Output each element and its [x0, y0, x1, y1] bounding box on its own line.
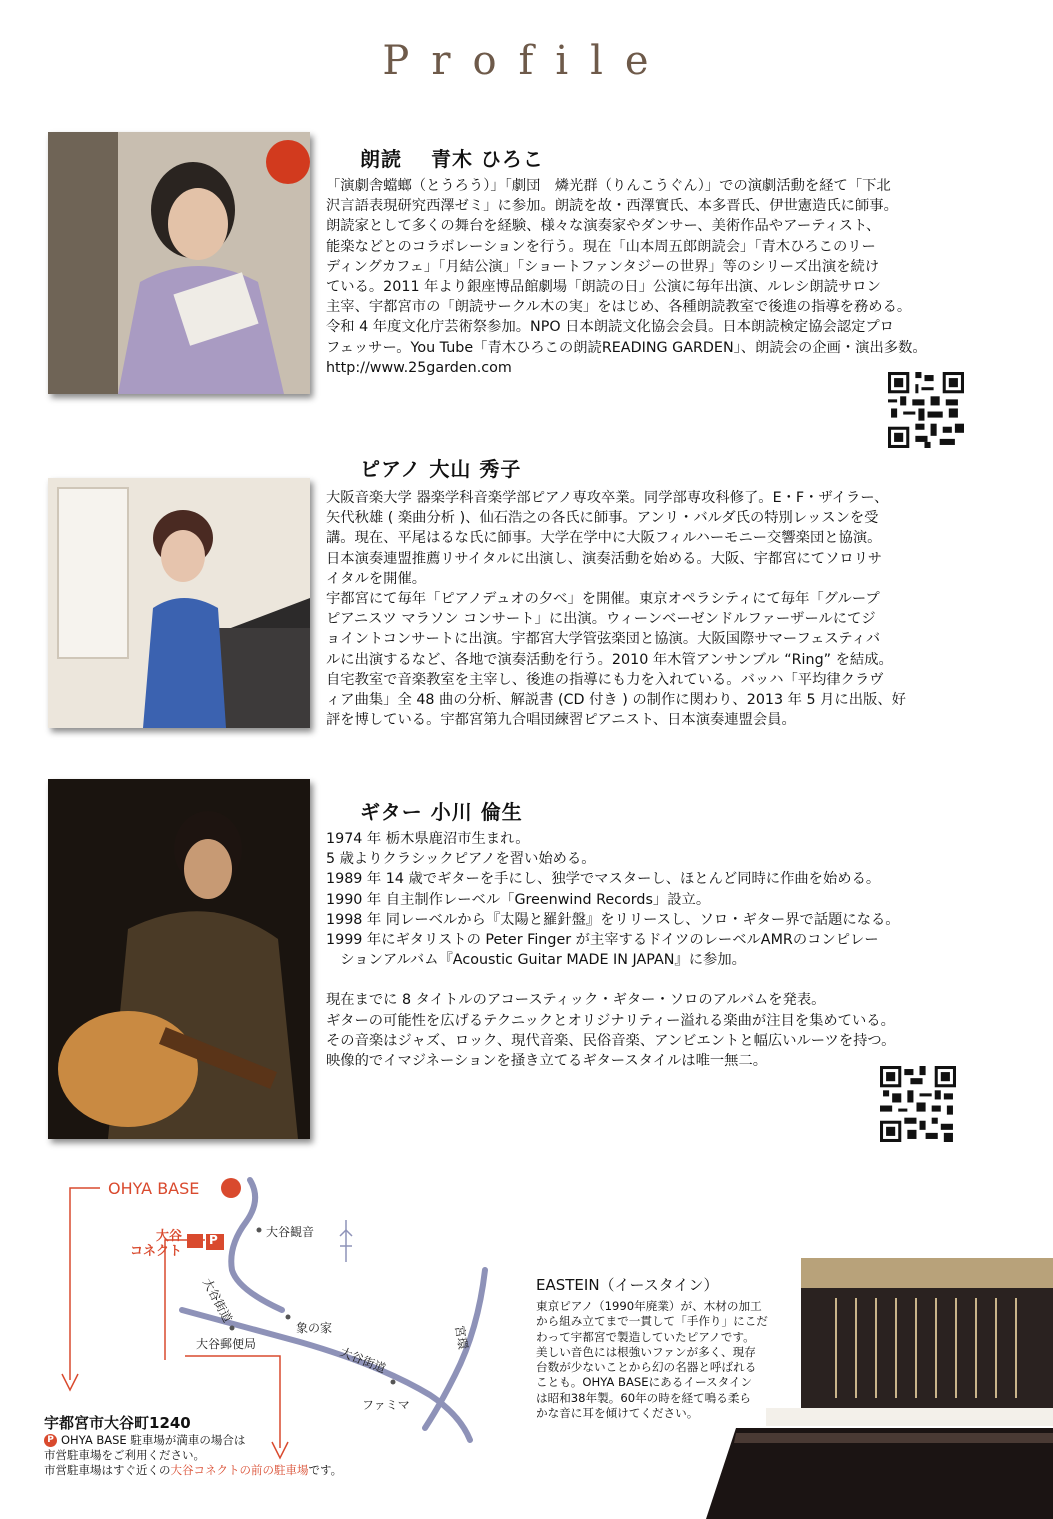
profile-line: 講。現在、平尾はるな氏に師事。大学在学中に大阪フィルハーモニー交響楽団と協演。: [326, 530, 882, 547]
map-label-zou-no-ie: 象の家: [296, 1321, 333, 1335]
qr-code-ogawa[interactable]: [880, 1066, 956, 1142]
profile-line: 1974 年 栃木県鹿沼市生まれ。: [326, 831, 530, 847]
parking-note-line: 市営駐車場はすぐ近くの: [44, 1463, 171, 1477]
profile-line: 1998 年 同レーベルから『太陽と羅針盤』をリリースし、ソロ・ギター界で話題になる。: [326, 911, 900, 928]
parking-note-line: です。: [308, 1463, 343, 1477]
eastein-line: 台数が少ないことから幻の名器と呼ばれる: [536, 1360, 757, 1375]
page-title: Profile: [382, 38, 671, 84]
profile-line: 1990 年 自主制作レーベル「Greenwind Records」設立。: [326, 891, 711, 908]
profile-line: 能楽などとのコラボレーションを行う。現在「山本周五郎朗読会」「青木ひろこのリー: [326, 238, 876, 255]
map-label-famima: ファミマ: [362, 1398, 410, 1412]
eastein-line: から組み立てまで一貫して「手作り」にこだ: [536, 1314, 768, 1329]
profile-line: 矢代秋雄 ( 楽曲分析 )、仙石浩之の各氏に師事。アンリ・バルダ氏の特別レッスンを受: [326, 510, 879, 527]
map-label-oya-connect: 大谷 コネクト: [130, 1229, 183, 1259]
eastein-title: EASTEIN（イースタイン）: [536, 1276, 719, 1294]
profile-line: ギターの可能性を広げるテクニックとオリジナリティー溢れる楽曲が注目を集めている。: [326, 1012, 895, 1029]
photo-aoki-hiroko: [48, 132, 310, 394]
profile-line: 日本演奏連盟推薦リサイタルに出演し、演奏活動を始める。大阪、宇都宮にてソロリサ: [326, 550, 883, 567]
profile-line: 映像的でイマジネーションを掻き立てるギタースタイルは唯一無二。: [326, 1053, 768, 1070]
profile-name-ogawa: ギター 小川 倫生: [360, 800, 523, 824]
photo-ogawa-michio: [48, 779, 310, 1139]
map-label-post-office: 大谷郵便局: [196, 1337, 257, 1351]
profile-line: 5 歳よりクラシックピアノを習い始める。: [326, 851, 596, 868]
profile-line: 朗読家として多くの舞台を経験、様々な演奏家やダンサー、美術作品やアーティスト、: [326, 218, 881, 235]
profile-line: 令和 4 年度文化庁芸術祭参加。NPO 日本朗読文化協会会員。日本朗読検定協会認定プロ: [326, 319, 894, 336]
map-label-oya-kaido: 大谷街道: [338, 1344, 388, 1376]
venue-address: 宇都宮市大谷町1240: [44, 1414, 191, 1432]
profile-line: ィア曲集」全 48 曲の分析、解説書 (CD 付き ) の制作に関わり、2013 年 5 月に出版、好: [326, 692, 906, 709]
map-label-oya-kaido-vertical: 大谷街道: [199, 1275, 235, 1325]
parking-note-line: OHYA BASE 駐車場が満車の場合は: [61, 1433, 246, 1447]
profile-line: その音楽はジャズ、ロック、現代音楽、民俗音楽、アンビエントと幅広いルーツを持つ。: [326, 1032, 896, 1049]
eastein-piano-image: [706, 1258, 1053, 1519]
profile-line: ションアルバム『Acoustic Guitar MADE IN JAPAN』に参加。: [326, 952, 746, 969]
eastein-line: わって宇都宮で製造していたピアノです。: [536, 1329, 755, 1344]
eastein-line: は昭和38年製。60年の時を経て鳴る柔ら: [536, 1390, 752, 1405]
venue-name-ohya-base: OHYA BASE: [108, 1179, 200, 1198]
parking-icon: P: [209, 1233, 218, 1247]
profile-line: ルに出演するなど、各地で演奏活動を行う。2010 年木管アンサンブル “Ring” を結成。: [326, 651, 893, 668]
profile-line: イタルを開催。: [326, 570, 427, 587]
parking-note-highlight: 大谷コネクトの前の駐車場: [170, 1463, 309, 1477]
parking-note-line: 市営駐車場をご利用ください。: [44, 1448, 205, 1462]
profile-line: 1989 年 14 歳でギターを手にし、独学でマスターし、ほとんど同時に作曲を始める。: [326, 871, 881, 888]
website-link[interactable]: http://www.25garden.com: [326, 359, 512, 376]
profile-body-oyama: [326, 488, 906, 730]
profile-line: 自宅教室で音楽教室を主宰し、後進の指導にも力を入れている。バッハ「平均律クラヴ: [326, 671, 884, 688]
qr-code-aoki[interactable]: [888, 372, 964, 448]
profile-line: ている。2011 年より銀座博品館劇場「朗読の日」公演に毎年出演、ルレシ朗読サロン: [326, 279, 881, 296]
profile-line: 沢言語表現研究西澤ゼミ」に参加。朗読を故・西澤實氏、本多晋氏、伊世憲造氏に師事。: [326, 198, 898, 215]
eastein-line: ことも。OHYA BASEにあるイースタイン: [536, 1375, 753, 1390]
profile-line: 現在までに 8 タイトルのアコースティック・ギター・ソロのアルバムを発表。: [326, 992, 826, 1009]
parking-note: [44, 1433, 342, 1478]
eastein-line: 東京ピアノ（1990年廃業）が、木材の加工: [536, 1299, 762, 1313]
eastein-line: 美しい音色には根強いファンが多く、現存: [536, 1344, 756, 1359]
profile-line: 主宰、宇都宮市の「朗読サークル木の実」をはじめ、各種朗読教室で後進の指導を務める。: [326, 299, 912, 316]
parking-icon: P: [44, 1434, 57, 1447]
profile-line: ディングカフェ」「月結公演」「ショートファンタジーの世界」等のシリーズ出演を続け: [326, 258, 880, 275]
profile-name-aoki: 朗読 青木 ひろこ: [360, 147, 544, 171]
profile-line: 評を博している。宇都宮第九合唱団練習ピアニスト、日本演奏連盟会員。: [326, 712, 796, 729]
profile-line: 「演劇舎蟷螂（とうろう）」「劇団 燐光群（りんこうぐん）」での演劇活動を経て「下北: [326, 178, 891, 194]
profile-line: 1999 年にギタリストの Peter Finger が主宰するドイツのレーベルAMRのコンピレー: [326, 932, 879, 949]
map-label-miyakan: 宮環: [452, 1324, 471, 1351]
profile-line: フェッサー。You Tube「青木ひろこの朗読READING GARDEN」、朗読会の企画・演出多数。: [326, 339, 927, 356]
profile-body-aoki: [326, 176, 927, 378]
profile-line: [326, 970, 900, 990]
profile-name-oyama: ピアノ 大山 秀子: [360, 457, 522, 481]
profile-line: ョイントコンサートに出演。宇都宮大学管弦楽団と協演。大阪国際サマーフェスティバ: [326, 631, 881, 648]
profile-line: ピアニスツ マラソン コンサート」に出演。ウィーンベーゼンドルファーザールにてジ: [326, 611, 876, 628]
map-label-kannon: 大谷観音: [266, 1225, 315, 1239]
photo-oyama-hideko: [48, 478, 310, 728]
profile-body-ogawa: [326, 829, 900, 1071]
profile-line: 宇都宮にて毎年「ピアノデュオの夕べ」を開催。東京オペラシティにて毎年「グループ: [326, 591, 880, 608]
profile-line: 大阪音楽大学 器楽学科音楽学部ピアノ専攻卒業。同学部専攻科修了。E・F・ザイラー、: [326, 490, 889, 506]
eastein-line: かな音に耳を傾けてください。: [536, 1406, 699, 1421]
